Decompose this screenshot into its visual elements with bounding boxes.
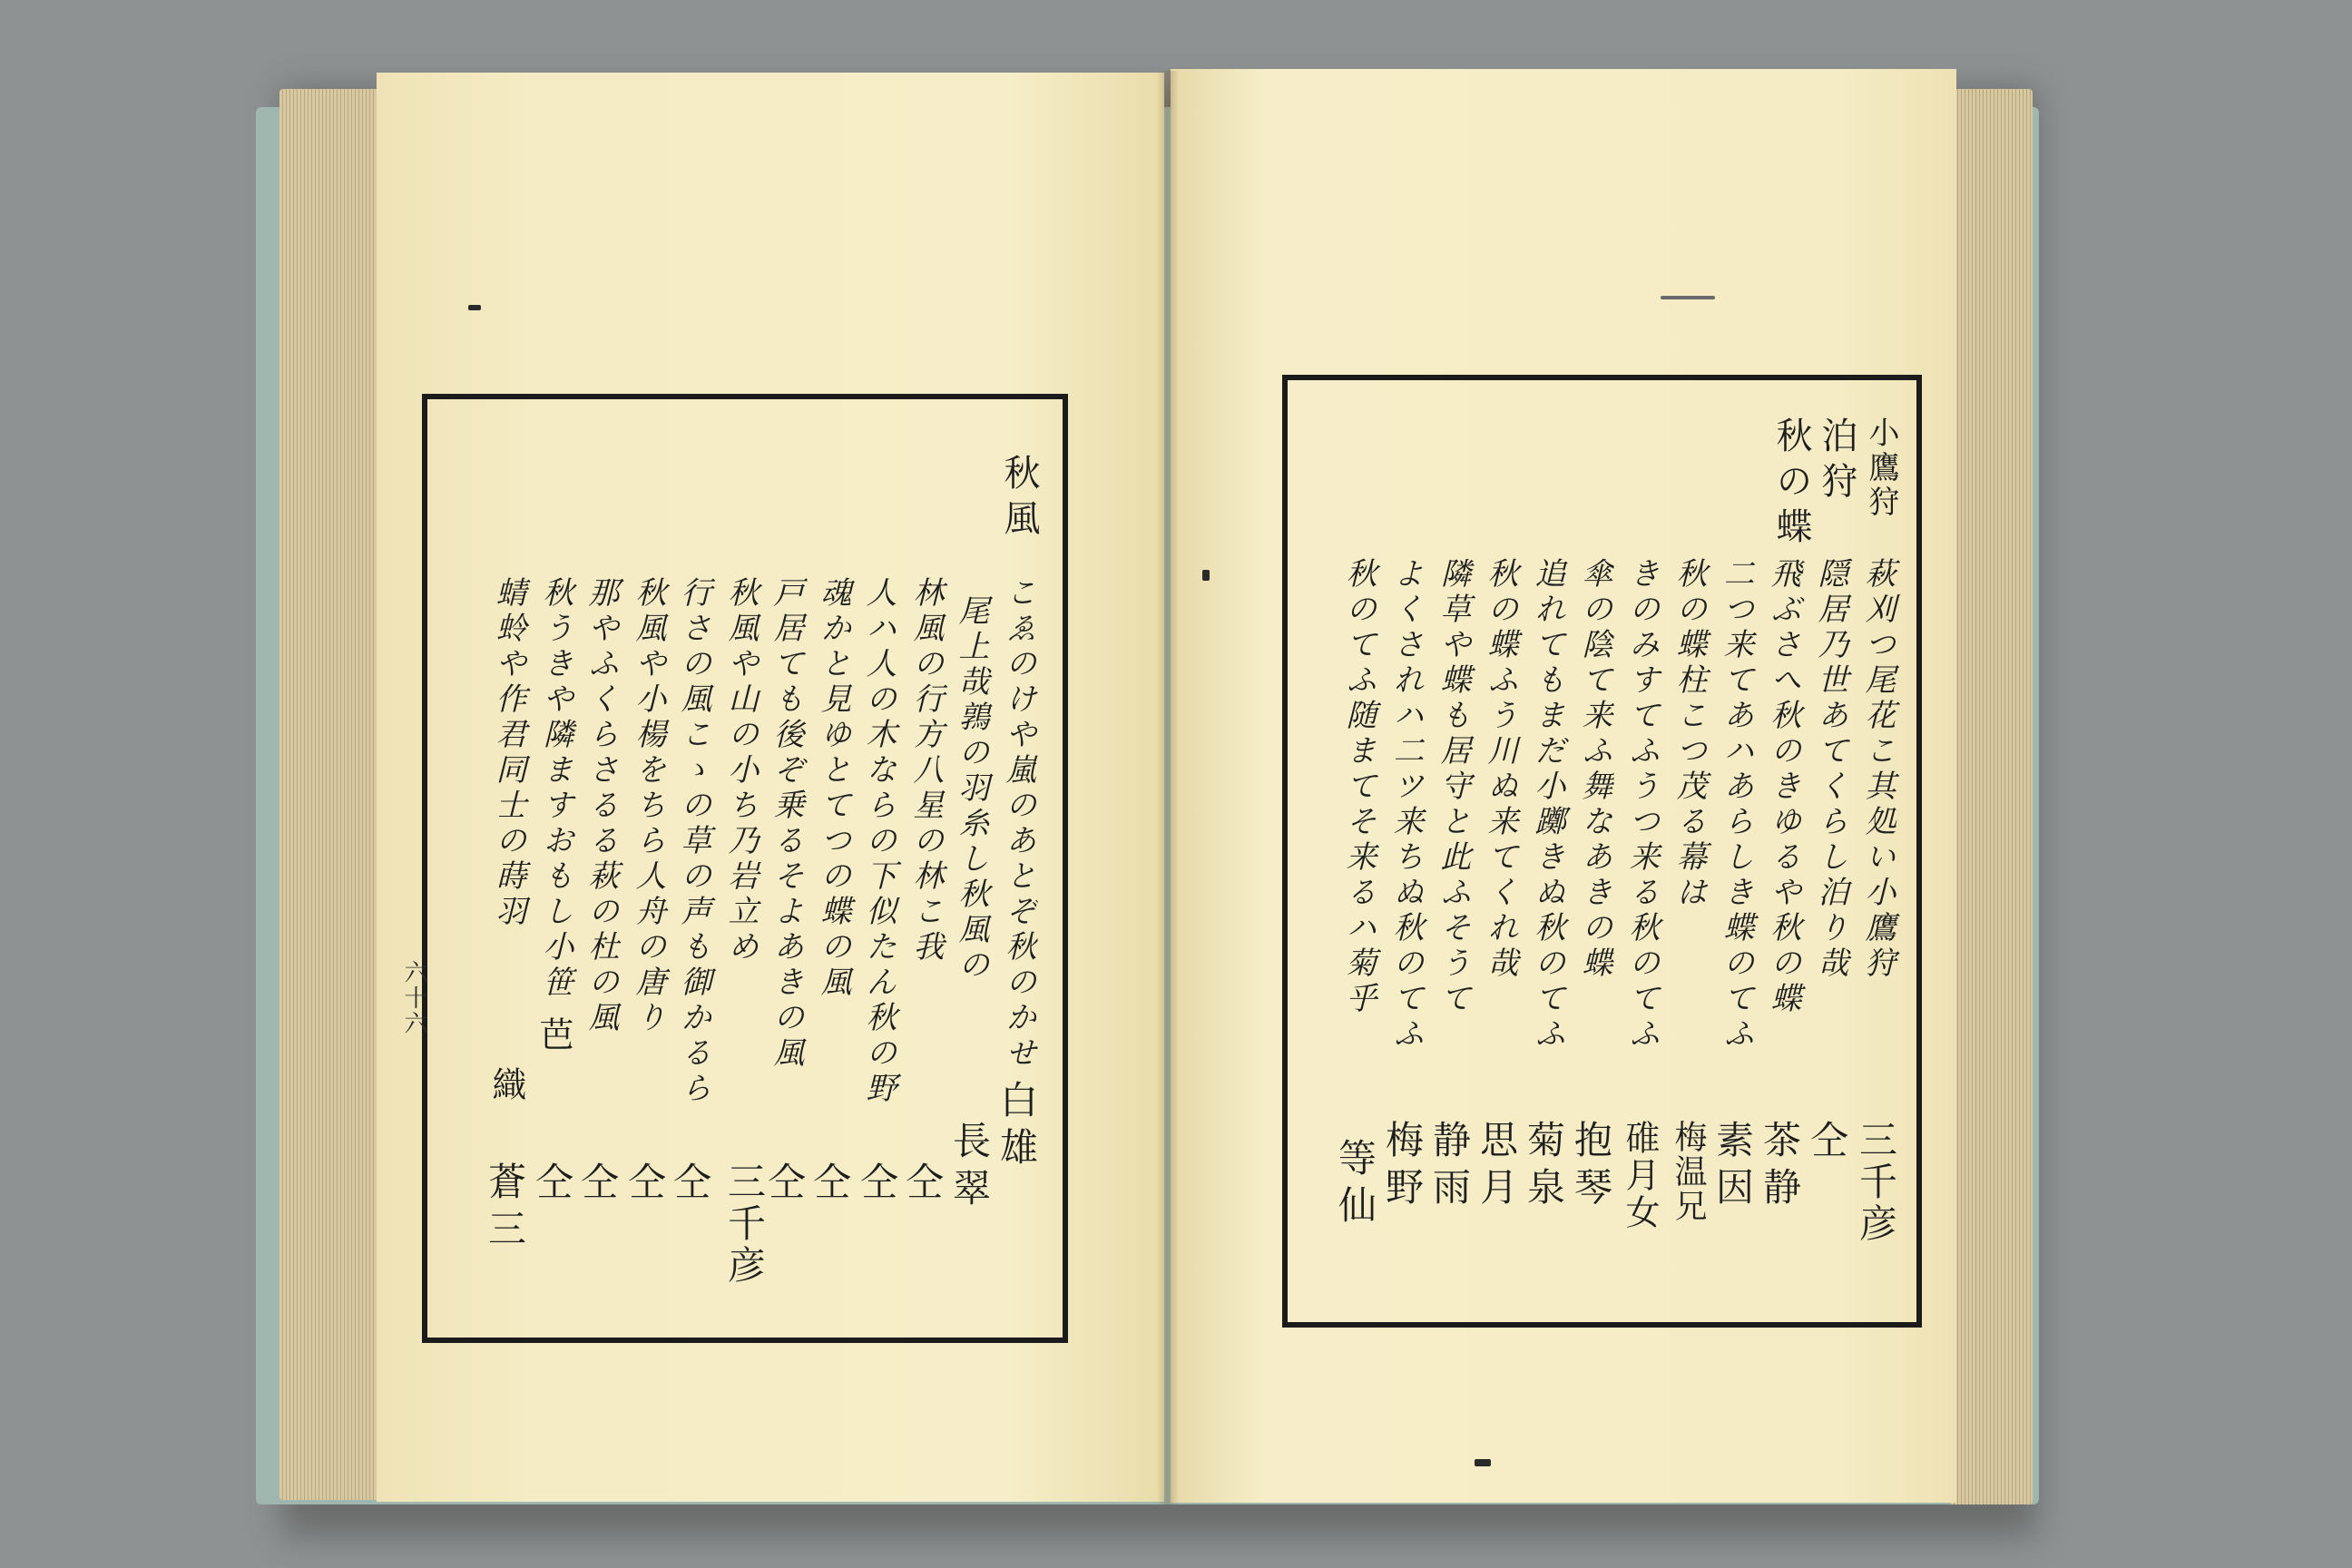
author-name: 思月 xyxy=(1475,1120,1519,1214)
ink-speck xyxy=(1202,570,1210,581)
verse-line: こゑのけや嵐のあとぞ秋のかせ xyxy=(1000,576,1036,1072)
extra-mark: 芭 xyxy=(534,1016,573,1060)
section-title: 秋風 xyxy=(998,454,1040,544)
verse-line: 秋の蝶柱こつ茂る幕は xyxy=(1671,557,1707,911)
author-name: 素因 xyxy=(1710,1120,1755,1214)
book-gutter xyxy=(1157,71,1179,1504)
verse-line: 秋のてふ随まてそ来るハ菊乎 xyxy=(1340,557,1377,1017)
verse-line: 隠居乃世あてくらし泊り哉 xyxy=(1812,557,1848,982)
verse-line: 秋うきや隣ますおもし小笹 xyxy=(537,576,573,1001)
author-name: 三千彦 xyxy=(722,1161,767,1287)
author-name: 仝 xyxy=(762,1161,807,1209)
section-title: 泊狩 xyxy=(1816,416,1857,507)
left-text-frame xyxy=(422,394,1068,1343)
author-name: 白雄 xyxy=(995,1080,1039,1174)
verse-line: 那やふくらさるる萩の杜の風 xyxy=(583,576,619,1036)
author-name: 三千彦 xyxy=(1854,1120,1898,1245)
extra-mark: 織 xyxy=(486,1066,526,1110)
verse-line: 傘の陰て来ふ舞なあきの蝶 xyxy=(1576,557,1612,982)
author-name: 碓月女 xyxy=(1620,1120,1660,1231)
verse-line: 秋風や小楊をちら人舟の唐り xyxy=(630,576,666,1036)
verse-line: きのみすてふうつ来る秋のてふ xyxy=(1623,557,1660,1053)
verse-line: 魂かと見ゆとてつの蝶の風 xyxy=(815,576,851,1001)
author-name: 仝 xyxy=(530,1161,574,1209)
author-name: 仝 xyxy=(1805,1120,1849,1167)
verse-line: 林風の行方八星の林こ我 xyxy=(907,576,944,965)
section-title: 小鷹狩 xyxy=(1863,416,1899,520)
author-name: 仝 xyxy=(855,1161,899,1209)
author-name: 抱琴 xyxy=(1569,1120,1613,1214)
right-text-frame xyxy=(1282,375,1922,1328)
author-name: 仝 xyxy=(575,1161,620,1209)
right-page-stack xyxy=(1951,89,2033,1504)
author-name: 仝 xyxy=(900,1161,945,1209)
verse-line: 戸居ても後ぞ乗るそよあきの風 xyxy=(768,576,804,1072)
verse-line: 蜻蛉や作君同士の蒔羽 xyxy=(490,576,526,930)
left-page-stack xyxy=(279,89,379,1500)
verse-line: 人ハ人の木ならの下似たん秋の野 xyxy=(860,576,897,1107)
ink-speck xyxy=(1661,296,1715,299)
verse-line: 秋の蝶ふう川ぬ来てくれ哉 xyxy=(1482,557,1518,982)
verse-line: 秋風や山の小ち乃岩立め xyxy=(722,576,759,965)
author-name: 蒼三 xyxy=(483,1161,527,1256)
verse-line: 萩刈つ尾花こ其処い小鷹狩 xyxy=(1859,557,1896,982)
verse-line: よくされハ二ツ来ちぬ秋のてふ xyxy=(1387,557,1424,1053)
ink-speck xyxy=(1475,1459,1491,1466)
author-name: 梅温兄 xyxy=(1670,1120,1707,1223)
author-name: 仝 xyxy=(808,1161,852,1209)
author-name: 茶静 xyxy=(1758,1120,1802,1214)
verse-line: 尾上哉鶉の羽糸し秋風の xyxy=(953,594,989,984)
verse-line: 追れてもまだ小躑きぬ秋のてふ xyxy=(1529,557,1565,1053)
author-name: 長翠 xyxy=(947,1121,992,1215)
verse-line: 隣草や蝶も居守と此ふそうて xyxy=(1435,557,1471,1017)
author-name: 菊泉 xyxy=(1522,1120,1566,1214)
author-name: 静雨 xyxy=(1427,1120,1472,1214)
author-name: 梅野 xyxy=(1380,1120,1425,1214)
verse-line: 行さの風こゝの草の声も御かるら xyxy=(675,576,711,1107)
author-name: 等仙 xyxy=(1333,1138,1377,1232)
page-number: 六十六 xyxy=(400,960,427,1036)
verse-line: 二つ来てあハあらしき蝶のてふ xyxy=(1718,557,1754,1053)
author-name: 仝 xyxy=(622,1161,667,1209)
author-name: 仝 xyxy=(668,1161,712,1209)
ink-speck xyxy=(468,305,481,310)
verse-line: 飛ぶさへ秋のきゆるや秋の蝶 xyxy=(1765,557,1801,1017)
open-book xyxy=(263,62,2033,1514)
section-title: 秋の蝶 xyxy=(1770,416,1812,553)
